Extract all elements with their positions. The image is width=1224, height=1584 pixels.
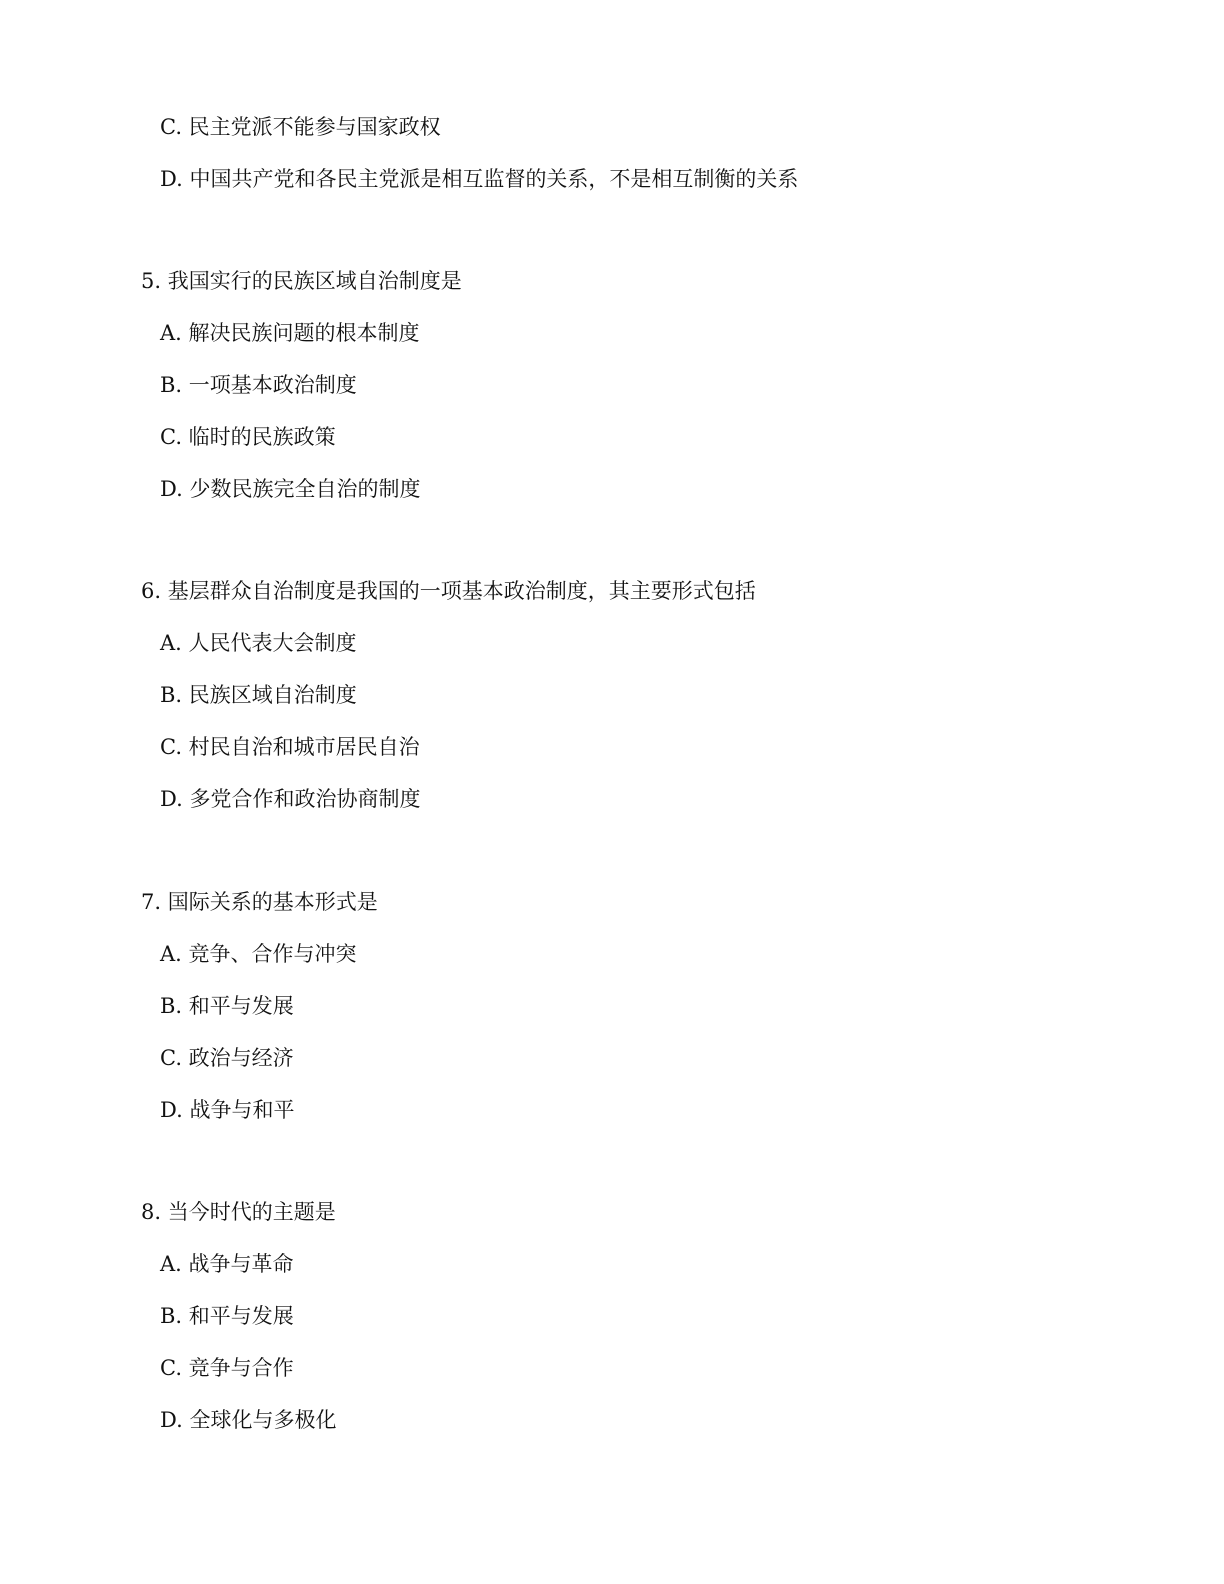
question-8-stem: 8. 当今时代的主题是: [141, 1200, 336, 1224]
option-5c: C. 临时的民族政策: [160, 425, 336, 449]
option-5b: B. 一项基本政治制度: [160, 373, 357, 397]
option-5d: D. 少数民族完全自治的制度: [160, 477, 421, 501]
option-7d: D. 战争与和平: [160, 1098, 295, 1122]
option-7c: C. 政治与经济: [160, 1046, 294, 1070]
option-6d: D. 多党合作和政治协商制度: [160, 787, 421, 811]
option-4c: C. 民主党派不能参与国家政权: [160, 115, 441, 139]
option-6b: B. 民族区域自治制度: [160, 683, 357, 707]
option-6a: A. 人民代表大会制度: [160, 631, 357, 655]
option-8b: B. 和平与发展: [160, 1304, 294, 1328]
question-7-stem: 7. 国际关系的基本形式是: [141, 890, 378, 914]
question-6-stem: 6. 基层群众自治制度是我国的一项基本政治制度，其主要形式包括: [141, 579, 756, 603]
option-4d: D. 中国共产党和各民主党派是相互监督的关系，不是相互制衡的关系: [160, 167, 799, 191]
option-8a: A. 战争与革命: [160, 1252, 294, 1276]
option-8c: C. 竞争与合作: [160, 1356, 294, 1380]
option-6c: C. 村民自治和城市居民自治: [160, 735, 420, 759]
option-7a: A. 竞争、合作与冲突: [160, 942, 357, 966]
question-5-stem: 5. 我国实行的民族区域自治制度是: [141, 269, 462, 293]
option-8d: D. 全球化与多极化: [160, 1408, 337, 1432]
option-5a: A. 解决民族问题的根本制度: [160, 321, 420, 345]
option-7b: B. 和平与发展: [160, 994, 294, 1018]
